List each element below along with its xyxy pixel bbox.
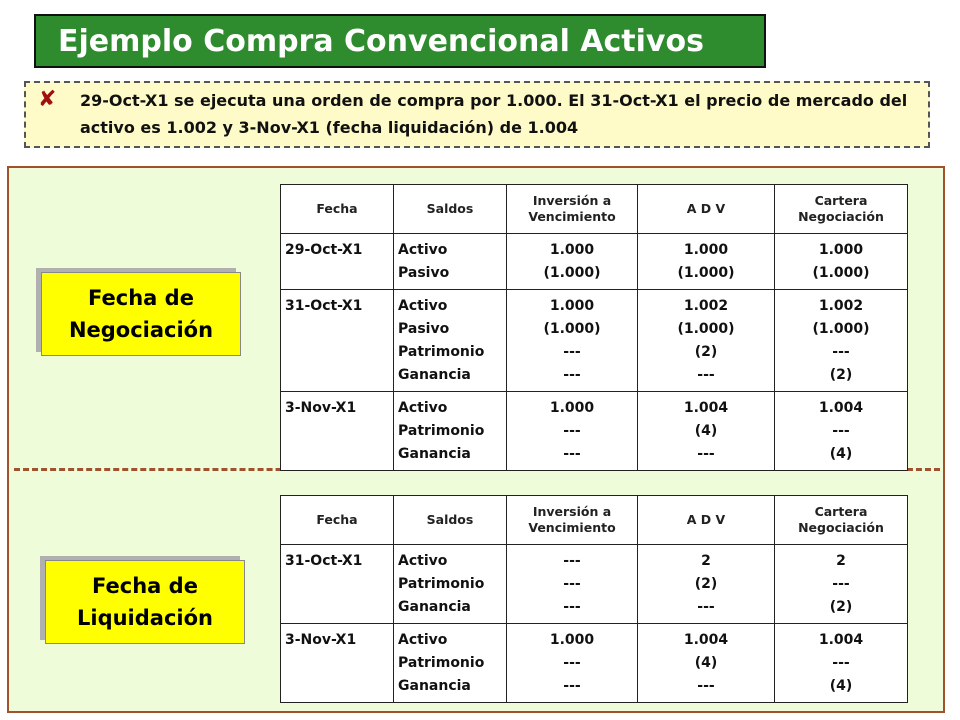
cell-cartera <box>775 624 908 703</box>
cell-saldos <box>394 290 507 392</box>
cell-value: Patrimonio <box>398 344 485 360</box>
cell-inversion <box>507 545 638 624</box>
cell-value: 1.004 <box>818 632 864 648</box>
cell-value: 1.000 <box>818 242 864 258</box>
cell-fecha <box>281 392 394 471</box>
cell-adv <box>638 624 775 703</box>
cell-value: --- <box>563 344 581 360</box>
cell-value: Pasivo <box>398 321 450 337</box>
cell-value: 1.002 <box>818 298 864 314</box>
cell-value: 1.004 <box>683 632 729 648</box>
column-header: Fecha <box>281 185 394 234</box>
cell-value: (2) <box>829 599 853 615</box>
cell-value: Activo <box>398 400 448 416</box>
scenario-note <box>24 81 930 148</box>
scenario-note-text: 29-Oct-X1 se ejecuta una orden de compra por 1.000. El 31-Oct-X1 el precio de mercado del activo es 1.002 y 3-Nov-X1 (fecha liquidación) de 1.004 <box>80 91 908 137</box>
cell-value: --- <box>563 678 581 694</box>
cell-cartera <box>775 545 908 624</box>
cell-value: (1.000) <box>812 265 870 281</box>
cell-value: Ganancia <box>398 599 471 615</box>
column-header: Saldos <box>394 496 507 545</box>
trade-date-table <box>280 184 908 471</box>
cell-value: Activo <box>398 298 448 314</box>
cell-inversion <box>507 392 638 471</box>
cell-value: 1.002 <box>683 298 729 314</box>
cell-value: --- <box>697 599 715 615</box>
cell-value: --- <box>832 344 850 360</box>
trade-date-label <box>41 272 241 356</box>
table-header-row <box>281 496 908 545</box>
cell-value: --- <box>563 576 581 592</box>
cell-value: 3-Nov-X1 <box>285 400 357 416</box>
cell-saldos <box>394 392 507 471</box>
cell-value: --- <box>832 576 850 592</box>
table-row <box>281 234 908 290</box>
cell-value: Pasivo <box>398 265 450 281</box>
cell-value: --- <box>563 367 581 383</box>
cell-value: --- <box>563 446 581 462</box>
cell-value: --- <box>563 599 581 615</box>
column-header: Inversión a Vencimiento <box>507 496 638 545</box>
settlement-date-label-line2: Liquidación <box>77 606 213 630</box>
cell-value: (4) <box>829 446 853 462</box>
cell-value: 1.004 <box>818 400 864 416</box>
cell-value: Ganancia <box>398 678 471 694</box>
cell-value: --- <box>563 553 581 569</box>
trade-date-label-line2: Negociación <box>68 318 214 342</box>
cell-value: (2) <box>694 344 718 360</box>
slide-title-banner <box>34 14 766 68</box>
cell-value: (1.000) <box>677 265 735 281</box>
cell-cartera <box>775 392 908 471</box>
column-header: A D V <box>638 496 775 545</box>
cell-fecha <box>281 234 394 290</box>
cell-value: (4) <box>694 655 718 671</box>
cross-mark-icon: ✘ <box>38 87 57 112</box>
cell-value: Patrimonio <box>398 655 485 671</box>
column-header: Saldos <box>394 185 507 234</box>
slide-title: Ejemplo Compra Convencional Activos <box>58 24 704 59</box>
cell-value: --- <box>563 655 581 671</box>
settlement-date-table <box>280 495 908 703</box>
column-header: Cartera Negociación <box>775 185 908 234</box>
cell-inversion <box>507 234 638 290</box>
cell-value: Activo <box>398 242 448 258</box>
cell-value: 1.000 <box>549 632 595 648</box>
cell-value: 1.000 <box>683 242 729 258</box>
cell-value: --- <box>832 655 850 671</box>
cell-value: --- <box>697 678 715 694</box>
cell-value: Patrimonio <box>398 423 485 439</box>
cell-value: (2) <box>829 367 853 383</box>
cell-value: 2 <box>701 553 711 569</box>
cell-value: (4) <box>694 423 718 439</box>
table-row <box>281 624 908 703</box>
cell-value: 1.000 <box>549 298 595 314</box>
cell-value: 3-Nov-X1 <box>285 632 357 648</box>
cell-adv <box>638 545 775 624</box>
cell-adv <box>638 290 775 392</box>
cell-saldos <box>394 624 507 703</box>
cell-value: Ganancia <box>398 367 471 383</box>
cell-inversion <box>507 290 638 392</box>
table-row <box>281 290 908 392</box>
cell-value: --- <box>563 423 581 439</box>
cell-value: (1.000) <box>543 321 601 337</box>
cell-value: 1.000 <box>549 400 595 416</box>
trade-date-label-line1: Fecha de <box>88 286 194 310</box>
cell-fecha <box>281 624 394 703</box>
cell-value: --- <box>832 423 850 439</box>
cell-value: --- <box>697 446 715 462</box>
cell-cartera <box>775 290 908 392</box>
settlement-date-label <box>45 560 245 644</box>
cell-value: Activo <box>398 632 448 648</box>
cell-value: (4) <box>829 678 853 694</box>
table-row <box>281 392 908 471</box>
table-header-row <box>281 185 908 234</box>
cell-value: (1.000) <box>543 265 601 281</box>
cell-value: --- <box>697 367 715 383</box>
cell-inversion <box>507 624 638 703</box>
cell-saldos <box>394 234 507 290</box>
cell-cartera <box>775 234 908 290</box>
cell-adv <box>638 392 775 471</box>
cell-value: (1.000) <box>677 321 735 337</box>
column-header: A D V <box>638 185 775 234</box>
cell-value: 1.004 <box>683 400 729 416</box>
cell-saldos <box>394 545 507 624</box>
cell-value: (2) <box>694 576 718 592</box>
settlement-date-label-line1: Fecha de <box>92 574 198 598</box>
cell-fecha <box>281 290 394 392</box>
column-header: Fecha <box>281 496 394 545</box>
cell-fecha <box>281 545 394 624</box>
cell-value: 31-Oct-X1 <box>285 553 363 569</box>
cell-value: Ganancia <box>398 446 471 462</box>
column-header: Cartera Negociación <box>775 496 908 545</box>
cell-adv <box>638 234 775 290</box>
cell-value: 29-Oct-X1 <box>285 242 363 258</box>
table-row <box>281 545 908 624</box>
cell-value: 2 <box>836 553 846 569</box>
cell-value: Activo <box>398 553 448 569</box>
cell-value: 31-Oct-X1 <box>285 298 363 314</box>
column-header: Inversión a Vencimiento <box>507 185 638 234</box>
cell-value: (1.000) <box>812 321 870 337</box>
cell-value: Patrimonio <box>398 576 485 592</box>
cell-value: 1.000 <box>549 242 595 258</box>
